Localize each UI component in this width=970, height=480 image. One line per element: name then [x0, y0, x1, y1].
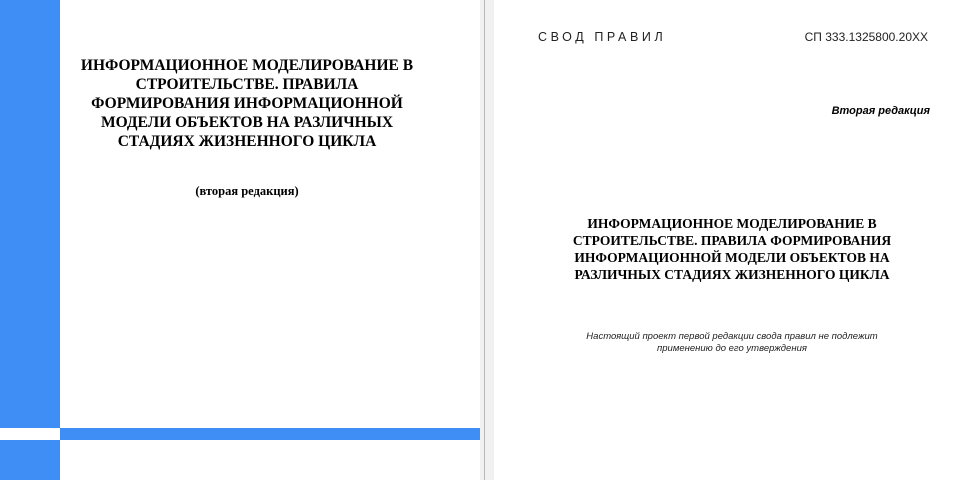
- document-title-line: СТРОИТЕЛЬСТВЕ. ПРАВИЛА ФОРМИРОВАНИЯ: [572, 233, 892, 248]
- cover-title: [60, 56, 434, 151]
- cover-title-line: СТАДИЯХ ЖИЗНЕННОГО ЦИКЛА: [117, 133, 377, 150]
- document-title-line: ИНФОРМАЦИОННОЕ МОДЕЛИРОВАНИЕ В: [587, 216, 877, 231]
- cover-subtitle: (вторая редакция): [195, 184, 299, 198]
- cover-band-gap: [0, 428, 60, 440]
- document-title-line: ИНФОРМАЦИОННОЙ МОДЕЛИ ОБЪЕКТОВ НА: [574, 250, 890, 265]
- document-code: СП 333.1325800.20ХХ: [804, 30, 928, 44]
- cover-blue-side-band: [0, 0, 60, 480]
- draft-notice-line: Настоящий проект первой редакции свода правил не подлежит: [586, 331, 878, 342]
- cover-title-line: ФОРМИРОВАНИЯ ИНФОРМАЦИОННОЙ: [91, 95, 403, 112]
- edition-label: Вторая редакция: [831, 105, 930, 117]
- cover-title-line: МОДЕЛИ ОБЪЕКТОВ НА РАЗЛИЧНЫХ: [100, 114, 394, 131]
- title-page: [494, 0, 970, 480]
- cover-page: [0, 0, 480, 480]
- document-title-line: РАЗЛИЧНЫХ СТАДИЯХ ЖИЗНЕННОГО ЦИКЛА: [574, 267, 890, 282]
- cover-title-line: ИНФОРМАЦИОННОЕ МОДЕЛИРОВАНИЕ В: [80, 57, 414, 74]
- draft-notice: [494, 331, 970, 355]
- document-title: [494, 215, 970, 283]
- draft-notice-line: применению до его утверждения: [657, 343, 807, 354]
- page-separator: [484, 0, 485, 480]
- cover-title-line: СТРОИТЕЛЬСТВЕ. ПРАВИЛА: [135, 76, 359, 93]
- cover-blue-bottom-band: [60, 428, 480, 440]
- document-type: СВОД ПРАВИЛ: [538, 30, 667, 44]
- page-gutter: [480, 0, 494, 480]
